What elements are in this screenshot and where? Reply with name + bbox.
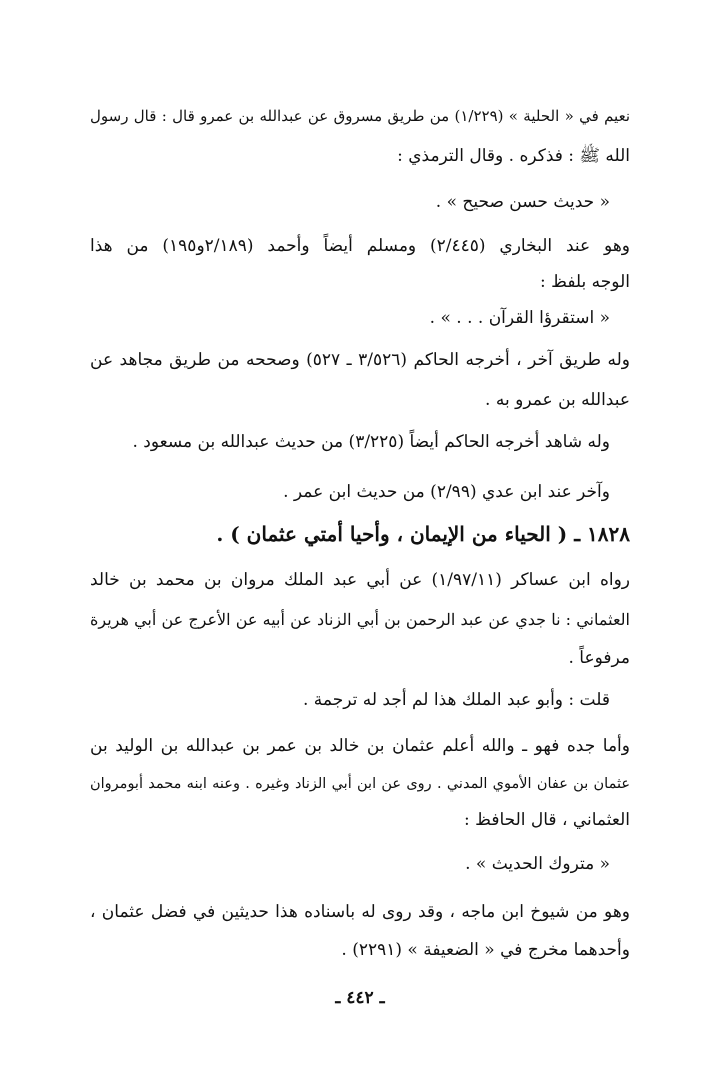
text-line-18: العثماني ، قال الحافظ :: [464, 810, 630, 830]
text-line-4: وهو عند البخاري (٢/٤٤٥) ومسلم أيضاً وأحمد (٢/١٨٩و١٩٥) من هذا: [90, 236, 631, 256]
text-line-9: وله شاهد أخرجه الحاكم أيضاً (٣/٢٢٥) من حديث عبدالله بن مسعود .: [132, 432, 610, 452]
text-line-19: « متروك الحديث » .: [465, 854, 610, 874]
text-line-6: « استقرؤا القرآن . . . » .: [429, 308, 610, 328]
text-line-7: وله طريق آخر ، أخرجه الحاكم (٣/٥٢٦ ـ ٥٢٧) وصححه من طريق مجاهد عن: [90, 350, 630, 370]
text-line-17: عثمان بن عفان الأموي المدني . روى عن ابن أبي الزناد وغيره . وعنه ابنه محمد أبومروان: [90, 776, 630, 792]
page-number: ـ ٤٤٢ ـ: [335, 988, 385, 1008]
hadith-heading: ١٨٢٨ ـ ( الحياء من الإيمان ، وأحيا أمتي عثمان ) .: [216, 522, 630, 546]
text-line-14: مرفوعاً .: [568, 648, 630, 668]
text-line-20: وهو من شيوخ ابن ماجه ، وقد روى له باسناده هذا حديثين في فضل عثمان ،: [90, 902, 630, 922]
text-line-12: رواه ابن عساكر (١/٩٧/١١) عن أبي عبد الملك مروان بن محمد بن خالد: [90, 570, 631, 590]
text-line-5: الوجه بلفظ :: [540, 272, 630, 292]
text-line-15: قلت : وأبو عبد الملك هذا لم أجد له ترجمة .: [302, 690, 610, 710]
text-line-3: « حديث حسن صحيح » .: [435, 192, 610, 212]
text-line-8: عبدالله بن عمرو به .: [485, 390, 630, 410]
text-line-21: وأحدهما مخرج في « الضعيفة » (٢٢٩١) .: [341, 940, 630, 960]
text-line-2: الله ﷺ : فذكره . وقال الترمذي :: [397, 146, 630, 166]
text-line-16: وأما جده فهو ـ والله أعلم عثمان بن خالد بن عمر بن عبدالله بن الوليد بن: [90, 736, 630, 756]
text-line-1: نعيم في « الحلية » (١/٢٢٩) من طريق مسروق عن عبدالله بن عمرو قال : قال رسول: [90, 107, 630, 125]
text-line-10: وآخر عند ابن عدي (٢/٩٩) من حديث ابن عمر .: [283, 482, 610, 502]
text-line-13: العثماني : نا جدي عن عبد الرحمن بن أبي الزناد عن أبيه عن الأعرج عن أبي هريرة: [90, 610, 630, 629]
